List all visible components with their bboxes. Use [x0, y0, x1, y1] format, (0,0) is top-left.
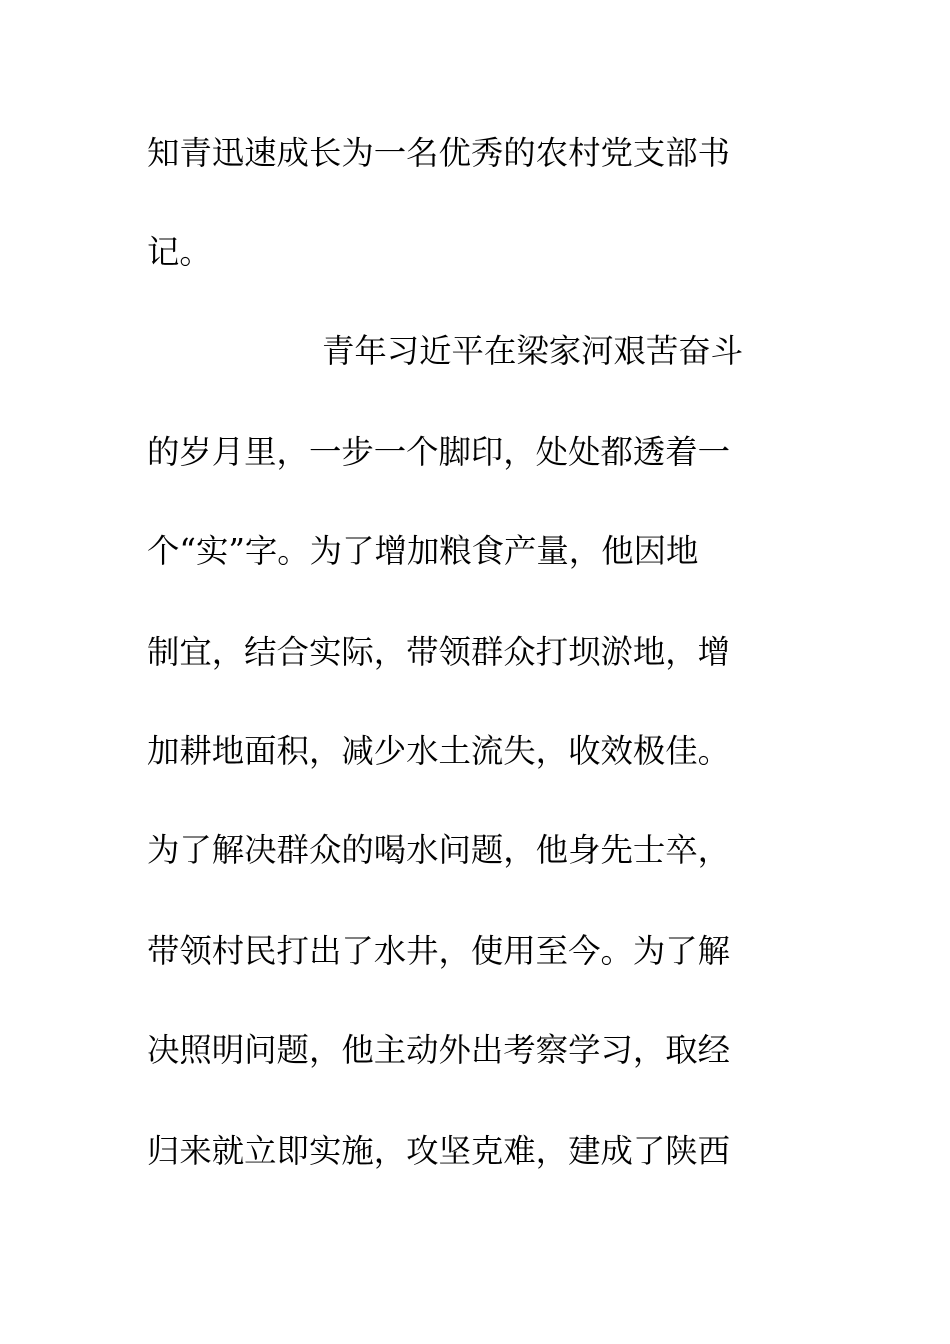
text-line-9: 带领村民打出了水井，使用至今。为了解: [147, 932, 731, 970]
text-line-7: 加耕地面积，减少水土流失，收效极佳。: [147, 732, 731, 770]
text-line-6: 制宜，结合实际，带领群众打坝淤地，增: [147, 633, 731, 671]
text-line-8: 为了解决群众的喝水问题，他身先士卒，: [147, 831, 731, 869]
text-line-2: 记。: [147, 233, 212, 271]
paragraph-start-line: 青年习近平在梁家河艰苦奋斗: [322, 332, 744, 370]
text-line-4: 的岁月里，一步一个脚印，处处都透着一: [147, 433, 731, 471]
text-line-5: 个“实”字。为了增加粮食产量，他因地: [147, 532, 699, 570]
text-line-11: 归来就立即实施，攻坚克难，建成了陕西: [147, 1132, 731, 1170]
text-line-1: 知青迅速成长为一名优秀的农村党支部书: [147, 134, 731, 172]
text-line-10: 决照明问题，他主动外出考察学习，取经: [147, 1031, 731, 1069]
